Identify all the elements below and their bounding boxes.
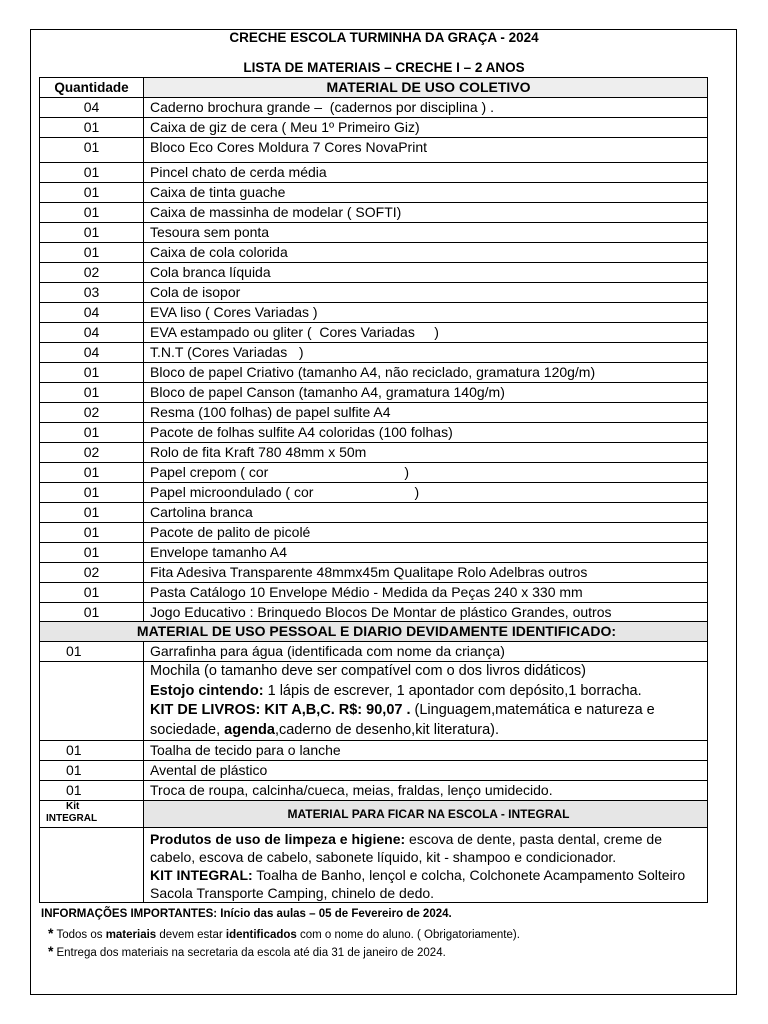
hygiene-detail: escova de dente, pasta dental, creme de cabelo, escova de cabelo, sabonete líquido, kit - shampoo e condicionador. bbox=[150, 831, 662, 865]
quantity-cell: 01 bbox=[40, 523, 144, 543]
personal-section-title: MATERIAL DE USO PESSOAL E DIARIO DEVIDAMENTE IDENTIFICADO: bbox=[40, 622, 708, 642]
quantity-cell: 01 bbox=[40, 463, 144, 483]
quantity-cell: 02 bbox=[40, 263, 144, 283]
item-cell: Papel microondulado ( cor ) bbox=[144, 483, 708, 503]
table-row bbox=[40, 183, 708, 203]
materials-table bbox=[39, 77, 708, 623]
quantity-cell: 02 bbox=[40, 403, 144, 423]
quantity-cell: 01 bbox=[40, 483, 144, 503]
table-row bbox=[40, 741, 708, 761]
item-cell: Caixa de cola colorida bbox=[144, 243, 708, 263]
item-cell: Caixa de tinta guache bbox=[144, 183, 708, 203]
bullet-icon: * bbox=[48, 943, 54, 959]
table-row bbox=[40, 503, 708, 523]
table-row bbox=[40, 443, 708, 463]
quantity-cell: 04 bbox=[40, 98, 144, 118]
quantity-cell: 01 bbox=[40, 642, 144, 662]
table-row bbox=[40, 203, 708, 223]
table-row bbox=[40, 761, 708, 781]
kit-integral-detail: Toalha de Banho, lençol e colcha, Colchonete Acampamento Solteiro Sacola Transporte Camping, chinelo de dedo. bbox=[150, 867, 686, 901]
personal-block-row bbox=[40, 662, 708, 741]
personal-block-cell bbox=[144, 662, 708, 741]
quantity-cell: 04 bbox=[40, 323, 144, 343]
quantity-cell: 01 bbox=[40, 781, 144, 801]
quantity-cell: 01 bbox=[40, 761, 144, 781]
table-row bbox=[40, 523, 708, 543]
info-bold: identificados bbox=[225, 929, 297, 941]
quantity-cell: 01 bbox=[40, 183, 144, 203]
table-row bbox=[40, 543, 708, 563]
quantity-cell-empty bbox=[40, 828, 144, 903]
quantity-cell: 01 bbox=[40, 741, 144, 761]
table-row bbox=[40, 223, 708, 243]
kit-label: Kit bbox=[66, 801, 80, 812]
item-cell: Tesoura sem ponta bbox=[144, 223, 708, 243]
book-kit-text bbox=[150, 701, 707, 721]
kit-integral-text bbox=[150, 866, 707, 902]
item-cell: Garrafinha para água (identificada com nome da criança) bbox=[144, 642, 708, 662]
agenda-label: agenda bbox=[224, 721, 275, 738]
quantity-cell: 01 bbox=[40, 138, 144, 163]
hygiene-text bbox=[150, 830, 707, 866]
table-row bbox=[40, 583, 708, 603]
quantity-cell: 01 bbox=[40, 163, 144, 183]
info-text: Entrega dos materiais na secretaria da escola até dia 31 de janeiro de 2024. bbox=[56, 947, 446, 959]
item-cell: Avental de plástico bbox=[144, 761, 708, 781]
quantity-cell: 02 bbox=[40, 563, 144, 583]
quantity-cell: 01 bbox=[40, 243, 144, 263]
quantity-cell: 01 bbox=[40, 423, 144, 443]
pencil-case-label: Estojo cintendo: bbox=[150, 682, 264, 699]
book-kit-label: KIT DE LIVROS: KIT A,B,C. R$: 90,07 . bbox=[150, 702, 411, 718]
item-cell: Bloco Eco Cores Moldura 7 Cores NovaPrint bbox=[144, 138, 708, 163]
item-cell: Resma (100 folhas) de papel sulfite A4 bbox=[144, 403, 708, 423]
quantity-cell: 01 bbox=[40, 383, 144, 403]
item-cell: Bloco de papel Criativo (tamanho A4, não reciclado, gramatura 120g/m) bbox=[144, 363, 708, 383]
table-row bbox=[40, 263, 708, 283]
table-row bbox=[40, 403, 708, 423]
table-row bbox=[40, 642, 708, 662]
info-text: com o nome do aluno. ( Obrigatoriamente). bbox=[296, 929, 520, 941]
table-row bbox=[40, 563, 708, 583]
info-line-2 bbox=[48, 943, 446, 959]
info-title bbox=[41, 908, 452, 920]
table-row bbox=[40, 138, 708, 163]
pencil-case-text bbox=[150, 682, 707, 702]
table-row bbox=[40, 303, 708, 323]
table-row bbox=[40, 243, 708, 263]
school-title: CRECHE ESCOLA TURMINHA DA GRAÇA - 2024 bbox=[229, 30, 539, 45]
book-kit-detail-3: ,caderno de desenho,kit literatura). bbox=[274, 721, 500, 738]
item-cell: Toalha de tecido para o lanche bbox=[144, 741, 708, 761]
item-cell: Troca de roupa, calcinha/cueca, meias, fraldas, lenço umidecido. bbox=[144, 781, 708, 801]
hygiene-label: Produtos de uso de limpeza e higiene: bbox=[150, 831, 406, 847]
school-block-row bbox=[40, 828, 708, 903]
school-block-cell bbox=[144, 828, 708, 903]
kit-integral-label-text: KIT INTEGRAL: bbox=[150, 867, 253, 883]
table-row bbox=[40, 98, 708, 118]
table-row bbox=[40, 383, 708, 403]
table-row bbox=[40, 483, 708, 503]
item-cell: Pacote de folhas sulfite A4 coloridas (100 folhas) bbox=[144, 423, 708, 443]
quantity-cell: 01 bbox=[40, 118, 144, 138]
table-row bbox=[40, 463, 708, 483]
item-cell: T.N.T (Cores Variadas ) bbox=[144, 343, 708, 363]
item-cell: Cola branca líquida bbox=[144, 263, 708, 283]
quantity-column-header: Quantidade bbox=[40, 78, 144, 98]
info-line-1 bbox=[48, 925, 520, 941]
table-row bbox=[40, 323, 708, 343]
quantity-cell: 01 bbox=[40, 603, 144, 623]
backpack-text: Mochila (o tamanho deve ser compatível com o dos livros didáticos) bbox=[150, 663, 586, 679]
personal-table bbox=[39, 621, 708, 903]
table-row bbox=[40, 283, 708, 303]
quantity-cell: 01 bbox=[40, 203, 144, 223]
table-row bbox=[40, 118, 708, 138]
quantity-cell: 02 bbox=[40, 443, 144, 463]
book-kit-detail-2: sociedade, bbox=[150, 721, 225, 738]
table-row bbox=[40, 603, 708, 623]
table-header-row bbox=[40, 78, 708, 98]
table-row bbox=[40, 343, 708, 363]
table-row bbox=[40, 781, 708, 801]
integral-label: INTEGRAL bbox=[46, 813, 98, 824]
kit-integral-label bbox=[40, 801, 144, 828]
school-section-header-row bbox=[40, 801, 708, 828]
info-text: Todos os bbox=[56, 929, 106, 941]
item-cell: Cartolina branca bbox=[144, 503, 708, 523]
list-title: LISTA DE MATERIAIS – CRECHE I – 2 ANOS bbox=[243, 60, 525, 75]
info-title-text: INFORMAÇÕES IMPORTANTES: Início das aulas – 05 de Fevereiro de 2024. bbox=[41, 908, 452, 920]
collective-column-header: MATERIAL DE USO COLETIVO bbox=[144, 78, 708, 98]
item-cell: Caixa de giz de cera ( Meu 1º Primeiro Giz) bbox=[144, 118, 708, 138]
pencil-case-detail: 1 lápis de escrever, 1 apontador com depósito,1 borracha. bbox=[263, 682, 642, 699]
book-kit-detail-1: (Linguagem,matemática e natureza e bbox=[410, 702, 655, 718]
quantity-cell: 01 bbox=[40, 363, 144, 383]
item-cell: Caixa de massinha de modelar ( SOFTI) bbox=[144, 203, 708, 223]
info-bold: materiais bbox=[105, 929, 157, 941]
item-cell: Envelope tamanho A4 bbox=[144, 543, 708, 563]
quantity-cell: 01 bbox=[40, 503, 144, 523]
item-cell: Jogo Educativo : Brinquedo Blocos De Montar de plástico Grandes, outros bbox=[144, 603, 708, 623]
item-cell: EVA estampado ou gliter ( Cores Variadas ) bbox=[144, 323, 708, 343]
item-cell: EVA liso ( Cores Variadas ) bbox=[144, 303, 708, 323]
item-cell: Bloco de papel Canson (tamanho A4, gramatura 140g/m) bbox=[144, 383, 708, 403]
item-cell: Pacote de palito de picolé bbox=[144, 523, 708, 543]
table-row bbox=[40, 163, 708, 183]
bullet-icon: * bbox=[48, 925, 54, 941]
item-cell: Cola de isopor bbox=[144, 283, 708, 303]
quantity-cell: 01 bbox=[40, 543, 144, 563]
quantity-cell: 04 bbox=[40, 343, 144, 363]
item-cell: Rolo de fita Kraft 780 48mm x 50m bbox=[144, 443, 708, 463]
item-cell: Pincel chato de cerda média bbox=[144, 163, 708, 183]
item-cell: Caderno brochura grande – (cadernos por disciplina ) . bbox=[144, 98, 708, 118]
quantity-cell: 01 bbox=[40, 223, 144, 243]
personal-section-header-row bbox=[40, 622, 708, 642]
book-kit-text-2 bbox=[150, 721, 707, 741]
table-row bbox=[40, 423, 708, 443]
table-row bbox=[40, 363, 708, 383]
item-cell: Pasta Catálogo 10 Envelope Médio - Medida da Peças 240 x 330 mm bbox=[144, 583, 708, 603]
quantity-cell-empty bbox=[40, 662, 144, 741]
quantity-cell: 01 bbox=[40, 583, 144, 603]
quantity-cell: 03 bbox=[40, 283, 144, 303]
quantity-cell: 04 bbox=[40, 303, 144, 323]
item-cell: Papel crepom ( cor ) bbox=[144, 463, 708, 483]
item-cell: Fita Adesiva Transparente 48mmx45m Qualitape Rolo Adelbras outros bbox=[144, 563, 708, 583]
school-section-title: MATERIAL PARA FICAR NA ESCOLA - INTEGRAL bbox=[144, 801, 708, 828]
info-text: devem estar bbox=[156, 929, 226, 941]
